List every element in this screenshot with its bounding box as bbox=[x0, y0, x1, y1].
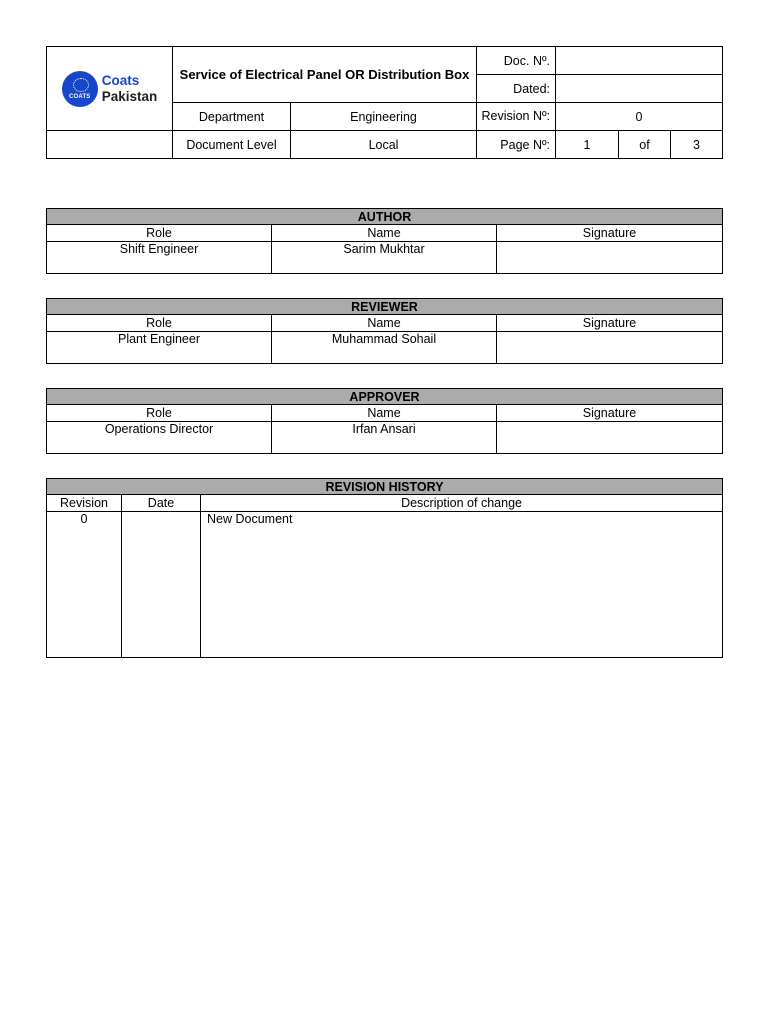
author-role: Shift Engineer bbox=[47, 242, 272, 274]
approver-name: Irfan Ansari bbox=[272, 422, 497, 454]
role-header: Role bbox=[47, 225, 272, 242]
author-table bbox=[46, 208, 723, 274]
dated-value bbox=[556, 75, 723, 103]
document-header-table bbox=[46, 46, 723, 159]
page-current: 1 bbox=[556, 131, 619, 159]
author-heading: AUTHOR bbox=[47, 209, 723, 225]
signature-header: Signature bbox=[497, 225, 723, 242]
reviewer-name: Muhammad Sohail bbox=[272, 332, 497, 364]
page-of: of bbox=[619, 131, 671, 159]
role-header: Role bbox=[47, 315, 272, 332]
logo-cell bbox=[47, 47, 173, 131]
doc-no-label: Doc. Nº. bbox=[477, 47, 556, 75]
revision-header: Revision bbox=[47, 495, 122, 512]
approver-table bbox=[46, 388, 723, 454]
approver-heading: APPROVER bbox=[47, 389, 723, 405]
doc-no-value bbox=[556, 47, 723, 75]
revision-date bbox=[122, 512, 201, 658]
description-header: Description of change bbox=[201, 495, 723, 512]
revision-history-heading: REVISION HISTORY bbox=[47, 479, 723, 495]
revision-history-table bbox=[46, 478, 723, 658]
name-header: Name bbox=[272, 405, 497, 422]
reviewer-heading: REVIEWER bbox=[47, 299, 723, 315]
coats-logo bbox=[47, 71, 172, 107]
department-label: Department bbox=[173, 103, 291, 131]
page-label: Page Nº: bbox=[477, 131, 556, 159]
date-header: Date bbox=[122, 495, 201, 512]
document-title: Service of Electrical Panel OR Distribution Box bbox=[173, 47, 477, 103]
department-value: Engineering bbox=[291, 103, 477, 131]
reviewer-role: Plant Engineer bbox=[47, 332, 272, 364]
approver-signature bbox=[497, 422, 723, 454]
reviewer-table bbox=[46, 298, 723, 364]
revision-label: Revision Nº: bbox=[477, 103, 556, 131]
doc-level-value: Local bbox=[291, 131, 477, 159]
author-signature bbox=[497, 242, 723, 274]
doc-level-label: Document Level bbox=[173, 131, 291, 159]
dated-label: Dated: bbox=[477, 75, 556, 103]
table-row bbox=[47, 512, 723, 658]
logo-brand: Coats bbox=[101, 72, 140, 88]
empty-cell bbox=[47, 131, 173, 159]
role-header: Role bbox=[47, 405, 272, 422]
revision-description: New Document bbox=[201, 512, 723, 658]
page-total: 3 bbox=[671, 131, 723, 159]
reviewer-signature bbox=[497, 332, 723, 364]
signature-header: Signature bbox=[497, 315, 723, 332]
logo-country: Pakistan bbox=[101, 88, 158, 104]
author-name: Sarim Mukhtar bbox=[272, 242, 497, 274]
coats-logo-mark-icon: COATS bbox=[62, 71, 98, 107]
name-header: Name bbox=[272, 225, 497, 242]
signature-header: Signature bbox=[497, 405, 723, 422]
name-header: Name bbox=[272, 315, 497, 332]
revision-value: 0 bbox=[556, 103, 723, 131]
revision-number: 0 bbox=[47, 512, 122, 658]
approver-role: Operations Director bbox=[47, 422, 272, 454]
